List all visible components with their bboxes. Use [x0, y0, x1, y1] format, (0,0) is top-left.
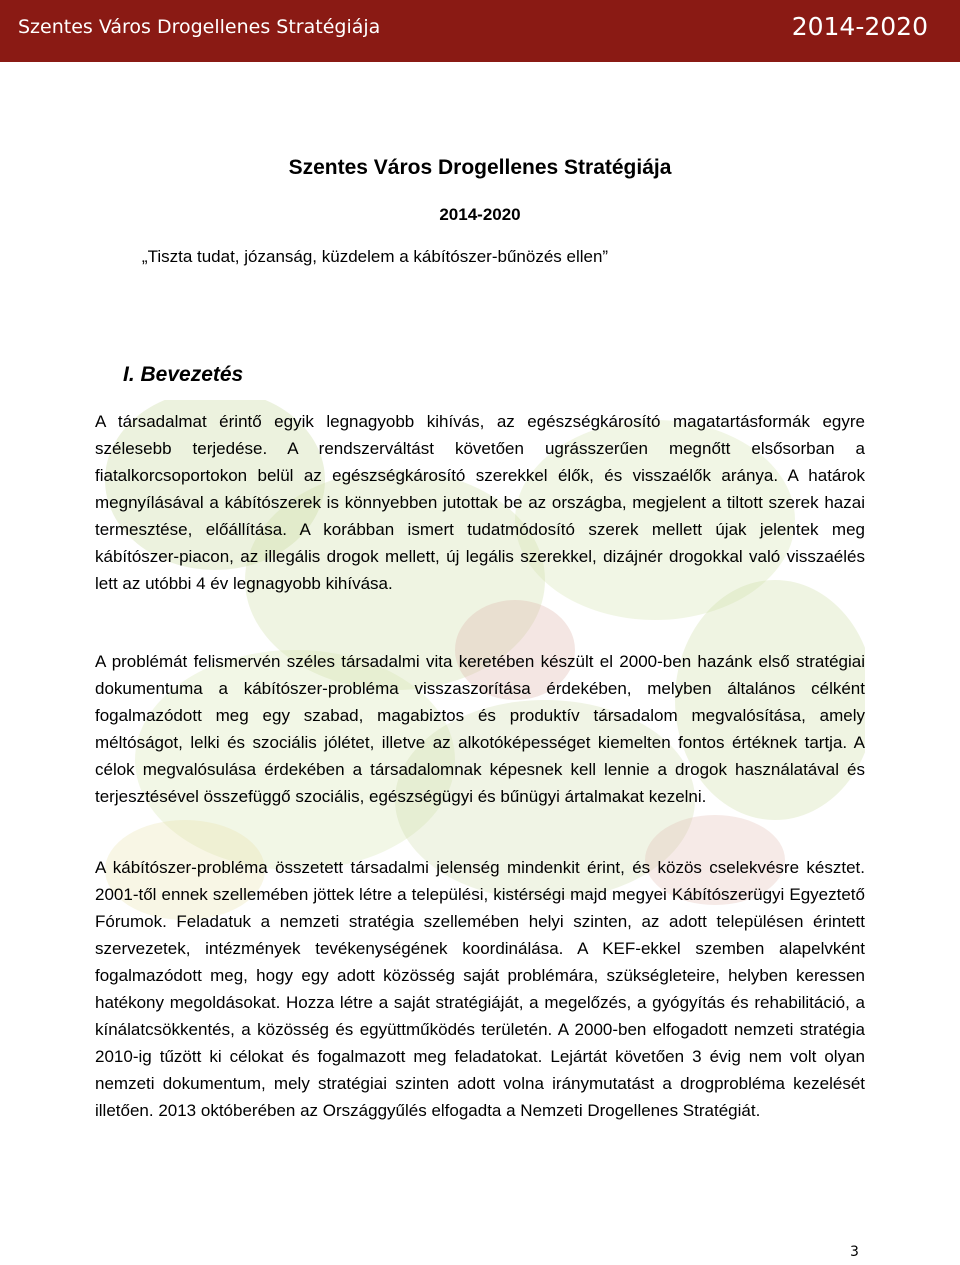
header-title: Szentes Város Drogellenes Stratégiája: [18, 16, 381, 38]
paragraph: A társadalmat érintő egyik legnagyobb kihívás, az egészségkárosító magatartásformák egyre szélesebb terjedése. A rendszerváltást követően ugrásszerűen megnőtt elsősorban a fiatalkorcsoportokon belül az egészségkárosító szerekkel élők, és visszaélők aránya. A határok megnyílásával a kábítószerek is könnyebben jutottak be az országba, megjelent a tiltott szerek hazai termesztése, előállítása. A korábban ismert tudatmódosító szerek mellett újak jelentek meg kábítószer-piacon, az illegális drogok mellett, új legális szerekkel, dizájnér drogokkal való visszaélés lett az utóbbi 4 év legnagyobb kihívása.: [95, 412, 865, 593]
page-header: [0, 0, 960, 62]
page-number: 3: [850, 1244, 859, 1260]
paragraph: A problémát felismervén széles társadalmi vita keretében készült el 2000-ben hazánk első stratégiai dokumentuma a kábítószer-probléma visszaszorítása érdekében, melyben általános célként fogalmazódott meg egy szabad, magabiztos és produktív társadalom megvalósítása, amely méltóságot, lelki és szociális jólétet, illetve az alkotóképességet kiemelten fontos értéknek tartja. A célok megvalósulása érdekében a társadalomnak képesnek kell lennie a drogok használatával és terjesztésével összefüggő szociális, egészségügyi és bűnügyi ártalmakat kezelni.: [95, 652, 865, 806]
document-title: Szentes Város Drogellenes Stratégiája: [288, 156, 672, 179]
header-years: 2014-2020: [791, 12, 928, 41]
paragraph: A kábítószer-probléma összetett társadalmi jelenség mindenkit érint, és közös cselekvésre késztet. 2001-től ennek szellemében jöttek létre a települési, kistérségi majd megyei Kábítószerügyi Egyeztető Fórumok. Feladatuk a nemzeti stratégia szellemében helyi szinten, az adott településen érintett szervezetek, intézmények tevékenységének koordinálása. A KEF-ekkel szemben alapelvként fogalmazódott meg, hogy egy adott közösség saját problémára, szükségleteire, helyben keressen hatékony megoldásokat. Hozza létre a saját stratégiáját, a megelőzés, a gyógyítás és rehabilitáció, a kínálatcsökkentés, a közösség és együttműködés területén. A 2000-ben elfogadott nemzeti stratégia 2010-ig tűzött ki célokat és fogalmazott meg feladatokat. Lejártát követően 3 évig nem volt olyan nemzeti dokumentum, mely stratégiai szinten adott volna iránymutatást a drogprobléma kezelését illetően. 2013 októberében az Országgyűlés elfogadta a Nemzeti Drogellenes Stratégiát.: [95, 858, 865, 1120]
document-years: 2014-2020: [439, 205, 521, 224]
section-heading-introduction: I. Bevezetés: [123, 363, 244, 386]
document-motto: „Tiszta tudat, józanság, küzdelem a kábítószer-bűnözés ellen”: [141, 247, 609, 266]
